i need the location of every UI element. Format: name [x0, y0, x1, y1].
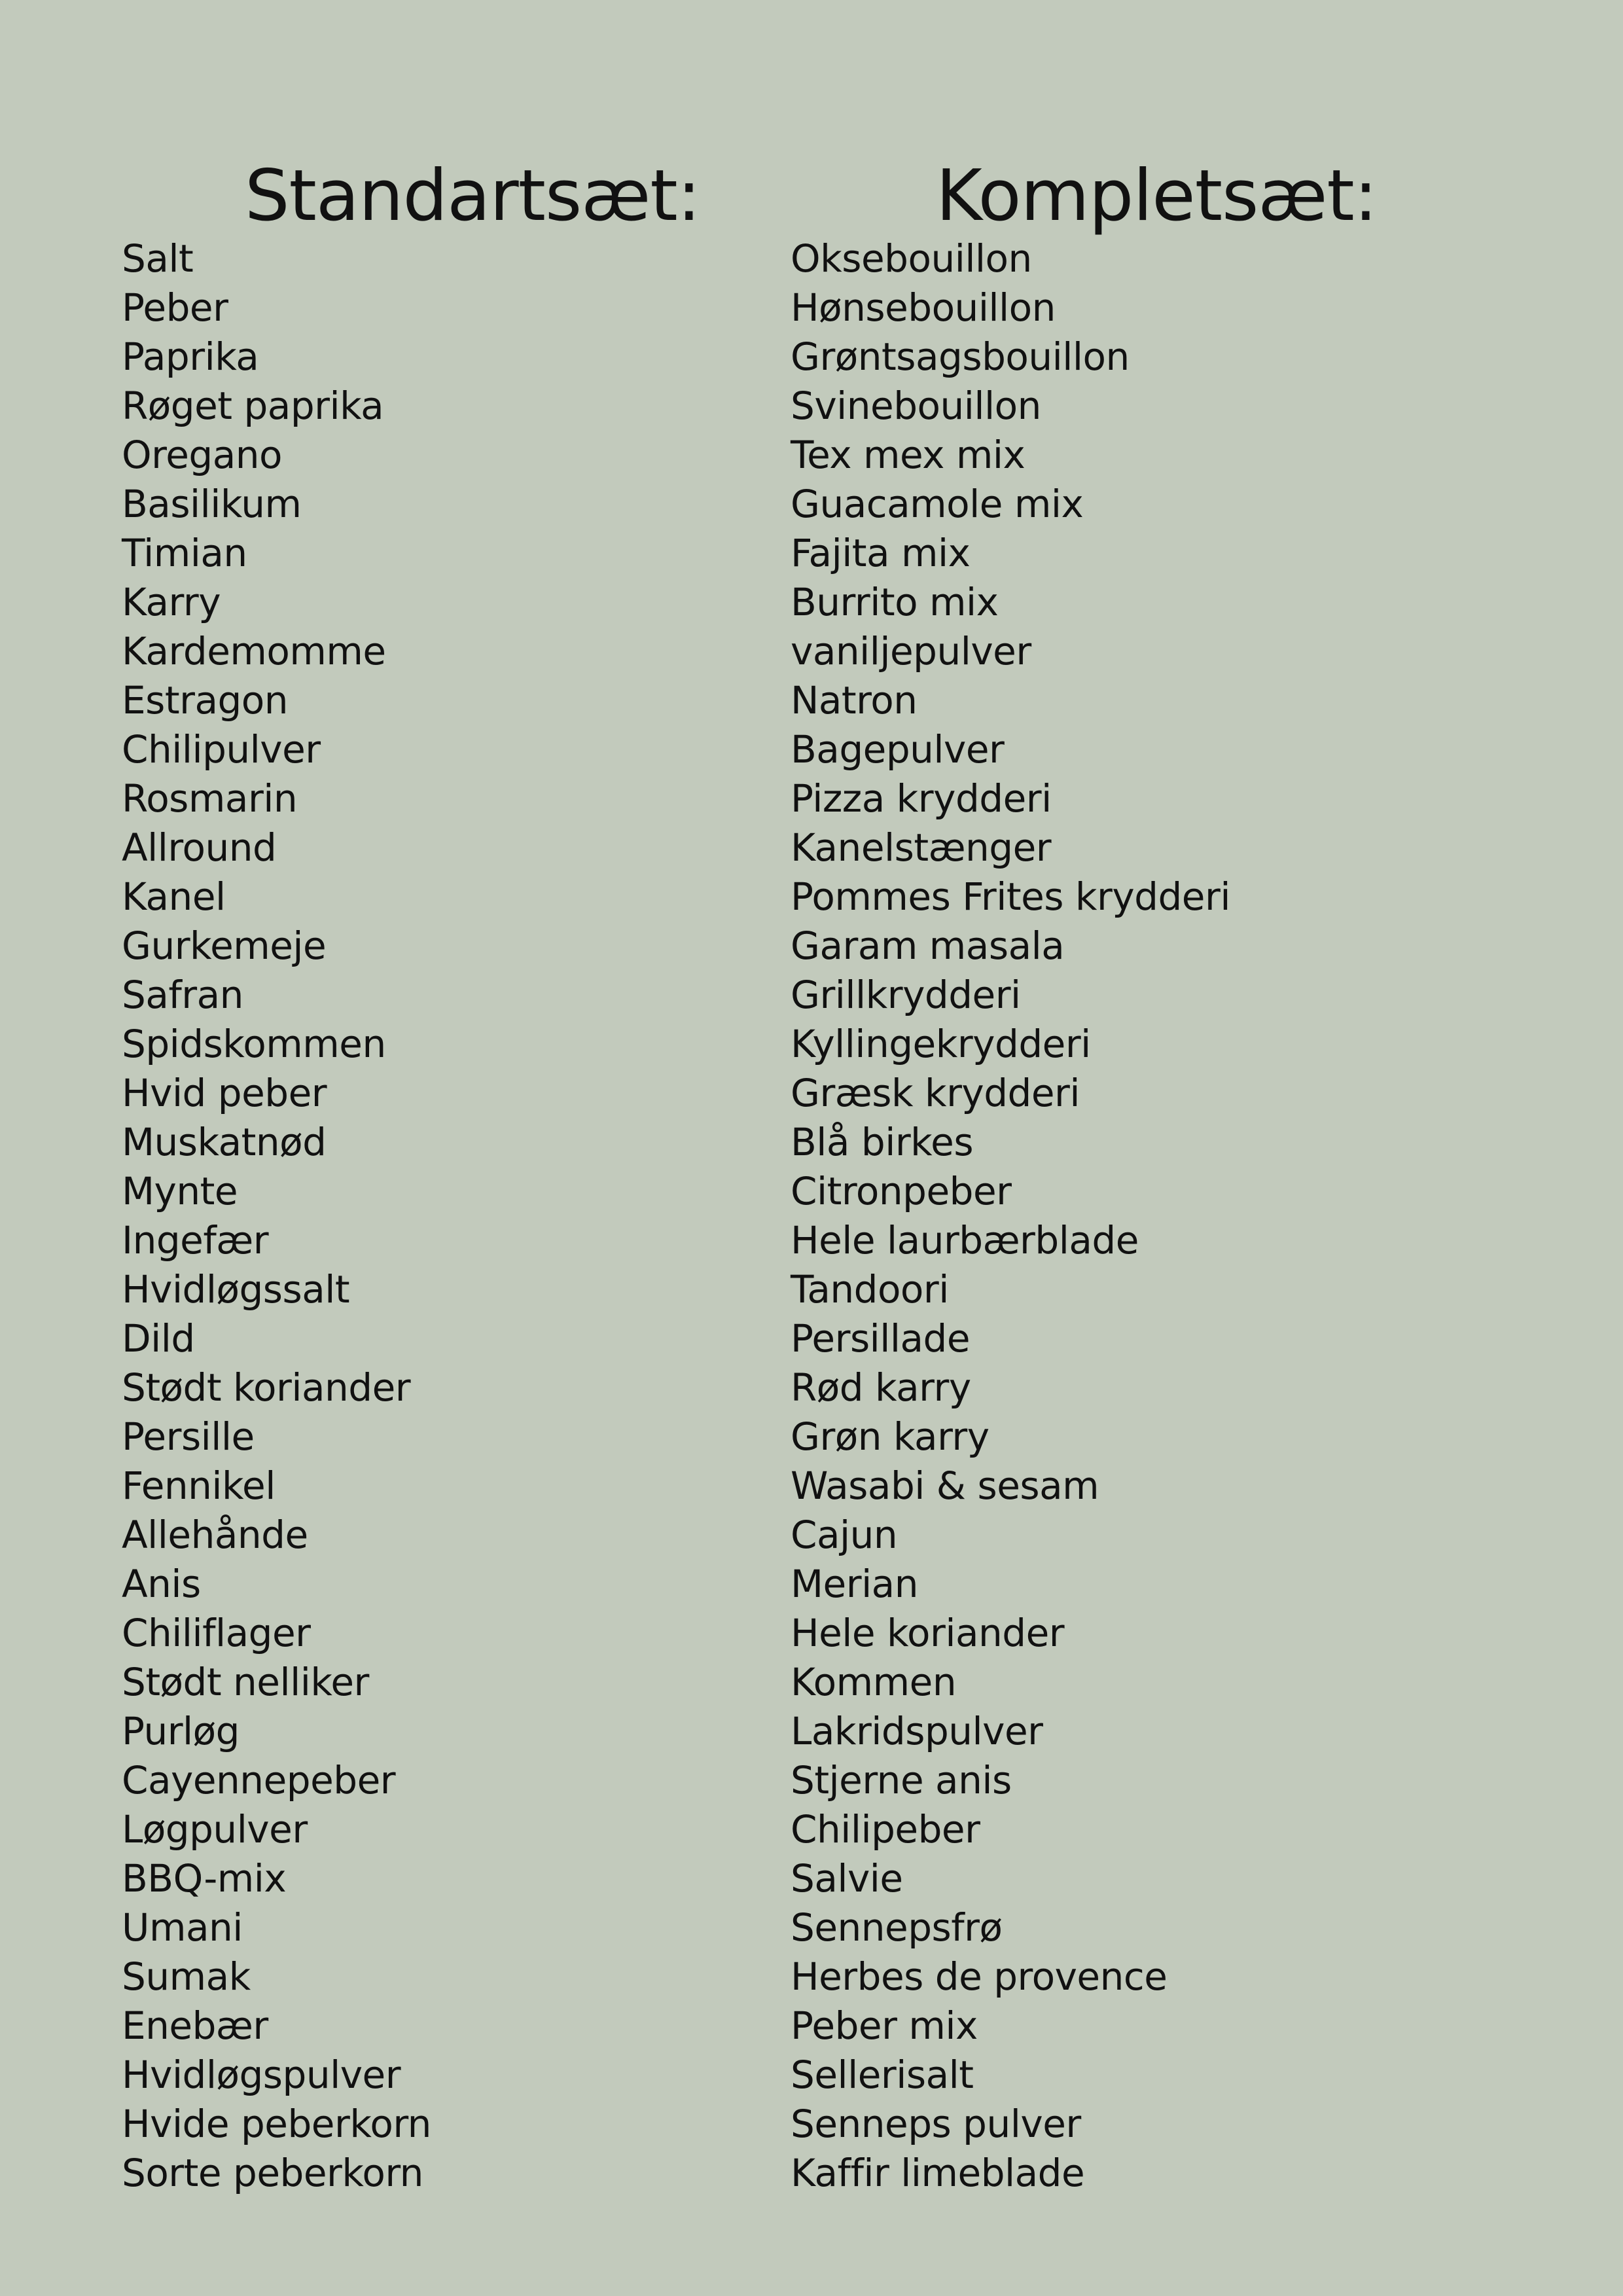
- standard-spice-item: Muskatnød: [122, 1120, 327, 1164]
- standard-spice-item: Gurkemeje: [122, 924, 327, 968]
- complete-spice-item: Oksebouillon: [791, 236, 1032, 281]
- complete-spice-item: Tandoori: [791, 1267, 949, 1312]
- complete-spice-item: Fajita mix: [791, 531, 971, 575]
- standard-set-list: [122, 234, 431, 2198]
- standard-spice-item: Dild: [122, 1316, 195, 1361]
- standard-spice-item: Salt: [122, 236, 194, 281]
- standard-spice-item: Enebær: [122, 2003, 268, 2048]
- standard-spice-item: Hvide peberkorn: [122, 2102, 431, 2146]
- complete-spice-item: Kanelstænger: [791, 825, 1052, 870]
- standard-spice-item: Sorte peberkorn: [122, 2151, 423, 2195]
- standard-spice-item: Stødt koriander: [122, 1365, 411, 1410]
- standard-spice-item: Oregano: [122, 433, 283, 477]
- complete-spice-item: Herbes de provence: [791, 1954, 1168, 1999]
- complete-spice-item: vaniljepulver: [791, 629, 1031, 673]
- complete-spice-item: Rød karry: [791, 1365, 971, 1410]
- standard-spice-item: Purløg: [122, 1709, 240, 1753]
- complete-spice-item: Cajun: [791, 1513, 898, 1557]
- complete-spice-item: Tex mex mix: [791, 433, 1026, 477]
- complete-spice-item: Guacamole mix: [791, 482, 1084, 526]
- standard-spice-item: Allround: [122, 825, 277, 870]
- standard-spice-item: Cayennepeber: [122, 1758, 396, 1803]
- complete-spice-item: Kaffir limeblade: [791, 2151, 1085, 2195]
- standard-spice-item: Safran: [122, 973, 243, 1017]
- complete-spice-item: Grøn karry: [791, 1414, 990, 1459]
- standard-spice-item: Anis: [122, 1562, 201, 1606]
- complete-spice-item: Burrito mix: [791, 580, 999, 624]
- complete-spice-item: Sellerisalt: [791, 2053, 974, 2097]
- standard-spice-item: Umani: [122, 1905, 243, 1950]
- standard-spice-item: Peber: [122, 285, 228, 330]
- complete-spice-item: Wasabi & sesam: [791, 1463, 1099, 1508]
- complete-spice-item: Natron: [791, 678, 918, 723]
- standard-spice-item: Hvidløgspulver: [122, 2053, 401, 2097]
- complete-spice-item: Merian: [791, 1562, 918, 1606]
- complete-spice-item: Chilipeber: [791, 1807, 980, 1852]
- complete-spice-item: Pizza krydderi: [791, 776, 1052, 821]
- standard-spice-item: Kanel: [122, 874, 226, 919]
- complete-spice-item: Hele koriander: [791, 1611, 1065, 1655]
- complete-spice-item: Bagepulver: [791, 727, 1005, 772]
- complete-spice-item: Salvie: [791, 1856, 903, 1901]
- standard-spice-item: Estragon: [122, 678, 289, 723]
- standard-spice-item: Fennikel: [122, 1463, 276, 1508]
- complete-spice-item: Græsk krydderi: [791, 1071, 1080, 1115]
- standard-spice-item: Røget paprika: [122, 384, 384, 428]
- standard-spice-item: Spidskommen: [122, 1022, 386, 1066]
- standard-spice-item: Persille: [122, 1414, 255, 1459]
- standard-spice-item: Kardemomme: [122, 629, 386, 673]
- complete-spice-item: Grillkrydderi: [791, 973, 1021, 1017]
- complete-set-list: [791, 234, 1230, 2198]
- standard-spice-item: Løgpulver: [122, 1807, 308, 1852]
- complete-spice-item: Stjerne anis: [791, 1758, 1012, 1803]
- standard-set-title: Standartsæt:: [245, 155, 701, 238]
- complete-spice-item: Pommes Frites krydderi: [791, 874, 1230, 919]
- standard-spice-item: Ingefær: [122, 1218, 269, 1263]
- standard-spice-item: Hvidløgssalt: [122, 1267, 350, 1312]
- standard-spice-item: Mynte: [122, 1169, 238, 1213]
- standard-spice-item: Stødt nelliker: [122, 1660, 369, 1704]
- standard-spice-item: Paprika: [122, 334, 259, 379]
- complete-spice-item: Kommen: [791, 1660, 957, 1704]
- complete-set-title: Kompletsæt:: [936, 155, 1378, 238]
- standard-spice-item: Timian: [122, 531, 247, 575]
- standard-spice-item: Allehånde: [122, 1513, 308, 1557]
- standard-spice-item: Basilikum: [122, 482, 302, 526]
- complete-spice-item: Peber mix: [791, 2003, 978, 2048]
- complete-spice-item: Senneps pulver: [791, 2102, 1081, 2146]
- complete-spice-item: Citronpeber: [791, 1169, 1012, 1213]
- complete-spice-item: Persillade: [791, 1316, 971, 1361]
- standard-spice-item: BBQ-mix: [122, 1856, 287, 1901]
- complete-spice-item: Hele laurbærblade: [791, 1218, 1139, 1263]
- standard-spice-item: Karry: [122, 580, 221, 624]
- complete-spice-item: Kyllingekrydderi: [791, 1022, 1091, 1066]
- standard-spice-item: Chilipulver: [122, 727, 321, 772]
- complete-spice-item: Sennepsfrø: [791, 1905, 1003, 1950]
- standard-spice-item: Hvid peber: [122, 1071, 327, 1115]
- complete-spice-item: Lakridspulver: [791, 1709, 1043, 1753]
- complete-spice-item: Garam masala: [791, 924, 1065, 968]
- standard-spice-item: Chiliflager: [122, 1611, 311, 1655]
- standard-spice-item: Sumak: [122, 1954, 251, 1999]
- complete-spice-item: Hønsebouillon: [791, 285, 1056, 330]
- standard-spice-item: Rosmarin: [122, 776, 298, 821]
- complete-spice-item: Grøntsagsbouillon: [791, 334, 1130, 379]
- complete-spice-item: Blå birkes: [791, 1120, 974, 1164]
- complete-spice-item: Svinebouillon: [791, 384, 1041, 428]
